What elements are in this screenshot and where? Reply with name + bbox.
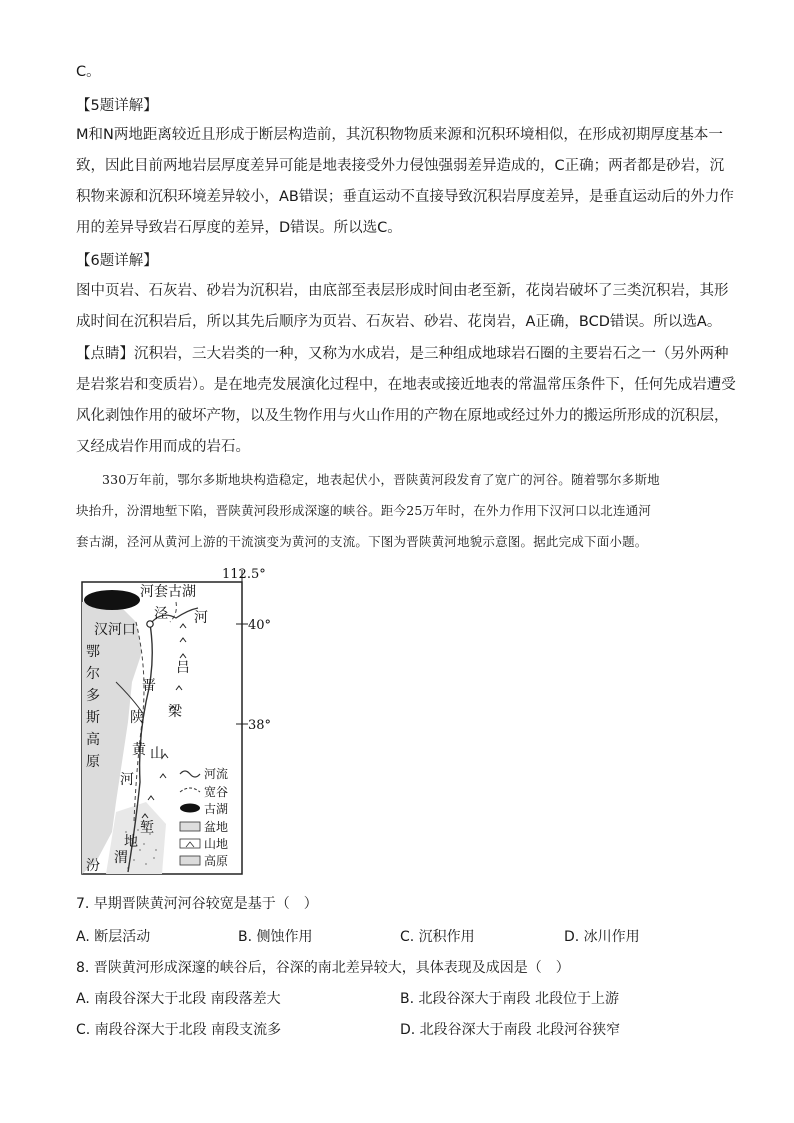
fenwei-char: 地	[124, 834, 138, 850]
q8-option-c[interactable]: C. 南段谷深大于北段 南段支流多	[76, 1022, 282, 1038]
eerduosi-char: 尔	[86, 666, 100, 682]
lvliang-char: 山	[150, 746, 164, 762]
tip-line: 又经成岩作用而成的岩石。	[76, 439, 250, 455]
q7-option-b[interactable]: B. 侧蚀作用	[238, 929, 313, 945]
jinshan-char: 晋	[142, 678, 156, 694]
eerduosi-char: 鄂	[86, 644, 100, 660]
para-line: 致，因此目前两地岩层厚度差异可能是地表接受外力侵蚀强弱差异造成的，C正确；两者都是砂岩，沉	[76, 158, 725, 174]
q7-option-c[interactable]: C. 沉积作用	[400, 929, 475, 945]
lvliang-char: 梁	[168, 704, 182, 720]
section-heading-5: 【5题详解】	[76, 98, 158, 114]
eerduosi-char: 斯	[86, 710, 100, 726]
section-heading-6: 【6题详解】	[76, 253, 158, 269]
legend-valley: 宽谷	[204, 785, 229, 799]
legend-lake: 古湖	[204, 802, 229, 816]
tip-line: 是岩浆岩和变质岩）。是在地壳发展演化过程中，在地表或接近地表的常温常压条件下，任何先成岩遭受	[76, 377, 736, 393]
legend-plateau: 高原	[204, 854, 229, 868]
lon-label: 112.5°	[222, 567, 266, 582]
jinshan-char: 陕	[130, 710, 144, 726]
para-line: 图中页岩、石灰岩、砂岩为沉积岩，由底部至表层形成时间由老至新，花岗岩破坏了三类沉积岩，其形	[76, 283, 729, 299]
legend-basin-symbol	[180, 822, 200, 831]
question-7-stem: 7. 早期晋陕黄河河谷较宽是基于（ ）	[76, 896, 318, 912]
jinshan-char: 河	[120, 772, 134, 788]
q7-option-a[interactable]: A. 断层活动	[76, 929, 151, 945]
q7-option-d[interactable]: D. 冰川作用	[564, 929, 640, 945]
legend-mountain-symbol	[180, 839, 200, 848]
tip-line: 【点睛】沉积岩，三大岩类的一种，又称为水成岩，是三种组成地球岩石圈的主要岩石之一（另外两种	[76, 346, 729, 362]
lat-label-38: 38°	[248, 718, 272, 733]
intro-line: 块抬升，汾渭地堑下陷，晋陕黄河段形成深邃的峡谷。距今25万年时，在外力作用下汉河口以北连通河	[76, 503, 652, 518]
fenwei-char: 堑	[140, 820, 154, 836]
eerduosi-char: 原	[86, 754, 100, 770]
para-line: 成时间在沉积岩后，所以其先后顺序为页岩、石灰岩、砂岩、花岗岩，A正确，BCD错误。所以选A。	[76, 314, 722, 330]
q8-option-a[interactable]: A. 南段谷深大于北段 南段落差大	[76, 991, 281, 1007]
river-label: 河	[194, 610, 208, 626]
tip-line: 风化剥蚀作用的破坏产物，以及生物作用与火山作用的产物在原地或经过外力的搬运所形成的沉积层，	[76, 408, 729, 424]
para-line: 用的差异导致岩石厚度的差异，D错误。所以选C。	[76, 220, 402, 236]
q8-option-d[interactable]: D. 北段谷深大于南段 北段河谷狭窄	[400, 1022, 621, 1038]
eerduosi-char: 高	[86, 732, 100, 748]
legend-mountain: 山地	[204, 837, 229, 851]
legend-basin: 盆地	[204, 820, 229, 834]
lvliang-char: 吕	[176, 660, 190, 676]
lat-label-40: 40°	[248, 618, 272, 633]
para-line: M和N两地距离较近且形成于断层构造前，其沉积物物质来源和沉积环境相似，在形成初期厚度基本一	[76, 127, 723, 143]
intro-line: 套古湖，泾河从黄河上游的干流演变为黄河的支流。下图为晋陕黄河地貌示意图。据此完成下面小题。	[76, 534, 648, 549]
hanhekou-label: 汉河口	[94, 622, 136, 638]
legend-lake-symbol	[180, 804, 200, 813]
para-line: 积物来源和沉积环境差异较小，AB错误；垂直运动不直接导致沉积岩厚度差异，是垂直运动后的外力作	[76, 189, 734, 205]
question-8-stem: 8. 晋陕黄河形成深邃的峡谷后，谷深的南北差异较大，具体表现及成因是（ ）	[76, 960, 570, 976]
legend-plateau-symbol	[180, 856, 200, 865]
fenwei-char: 汾	[86, 858, 100, 874]
ancient-lake	[84, 590, 140, 610]
legend-river: 河流	[204, 767, 229, 781]
jinshan-char: 黄	[132, 742, 146, 758]
jinshan-yellow-river-map	[76, 562, 276, 878]
hetao-lake-label: 河套古湖	[140, 584, 196, 600]
hanhekou-point	[147, 621, 153, 627]
eerduosi-char: 多	[86, 688, 100, 704]
intro-line: 330万年前，鄂尔多斯地块构造稳定，地表起伏小，晋陕黄河段发育了宽广的河谷。随着鄂尔多斯地	[102, 472, 660, 487]
answer-line: C。	[76, 64, 101, 80]
jing-label: 泾	[154, 606, 168, 622]
q8-option-b[interactable]: B. 北段谷深大于南段 北段位于上游	[400, 991, 619, 1007]
fenwei-char: 渭	[114, 850, 128, 866]
